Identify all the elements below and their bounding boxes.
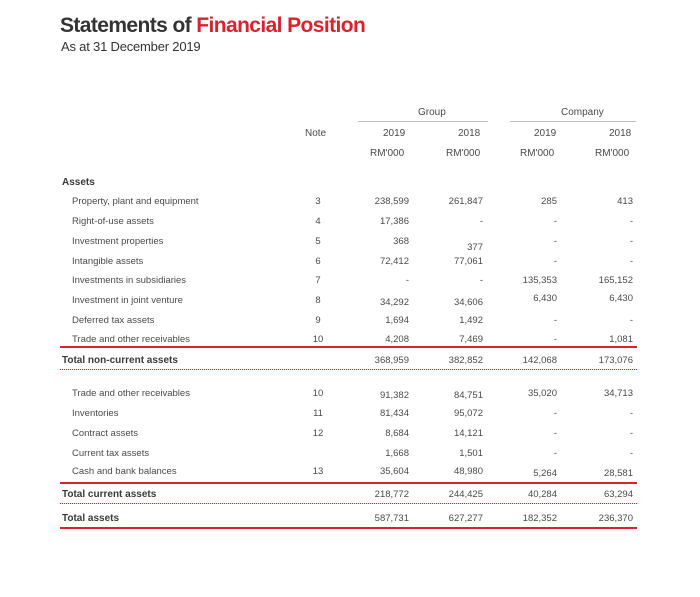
value-company-2018: 28,581: [603, 468, 633, 479]
value-company-2019: 35,020: [527, 388, 557, 399]
value-company-2018: 413: [617, 196, 633, 207]
value-group-2018: 627,277: [448, 513, 483, 524]
value-group-2018: 1,501: [459, 448, 483, 459]
title-part-2: Financial Position: [196, 14, 366, 37]
value-group-2019: 368: [393, 236, 409, 247]
row-label: Total current assets: [62, 489, 157, 500]
value-company-2018: -: [629, 216, 633, 227]
unit-header-group-2019: RM'000: [370, 148, 405, 159]
company-header: Company: [561, 107, 604, 118]
value-group-2019: 1,694: [385, 315, 409, 326]
row-label: Total non-current assets: [62, 355, 178, 366]
value-company-2018: 165,152: [598, 275, 633, 286]
value-group-2018: 7,469: [459, 334, 483, 345]
value-group-2018: 95,072: [453, 408, 483, 419]
value-group-2018: -: [479, 275, 483, 286]
row-note: 3: [315, 196, 321, 207]
value-group-2019: 587,731: [374, 513, 409, 524]
row-note: 10: [312, 334, 324, 345]
value-group-2018: 377: [467, 242, 483, 253]
group-header: Group: [418, 107, 446, 118]
row-label: Trade and other receivables: [72, 388, 190, 399]
value-company-2018: 236,370: [598, 513, 633, 524]
value-group-2018: 1,492: [459, 315, 483, 326]
row-note: 11: [313, 408, 323, 419]
row-note: 5: [315, 236, 321, 247]
value-group-2018: 77,061: [453, 256, 483, 267]
company-header-rule: [510, 121, 636, 122]
value-company-2019: -: [553, 236, 557, 247]
value-company-2018: 63,294: [603, 489, 633, 500]
value-group-2018: 34,606: [453, 297, 483, 308]
value-group-2019: 34,292: [379, 297, 409, 308]
year-header-company-2019: 2019: [534, 128, 557, 139]
value-company-2019: -: [553, 448, 557, 459]
row-label: Total assets: [62, 513, 120, 524]
value-group-2019: 4,208: [385, 334, 409, 345]
group-header-rule: [358, 121, 488, 122]
row-label: Contract assets: [72, 428, 138, 439]
note-header: Note: [305, 128, 327, 139]
row-note: 6: [315, 256, 321, 267]
row-label: Investments in subsidiaries: [72, 275, 187, 286]
divider-bottom-current-total: [60, 503, 637, 504]
row-label: Deferred tax assets: [72, 315, 155, 326]
value-company-2019: -: [553, 428, 557, 439]
value-group-2019: 81,434: [379, 408, 409, 419]
value-company-2019: 142,068: [522, 355, 557, 366]
value-group-2019: 368,959: [374, 355, 409, 366]
value-company-2018: -: [629, 315, 633, 326]
value-group-2018: 84,751: [453, 390, 483, 401]
value-company-2019: -: [553, 216, 557, 227]
value-group-2019: 218,772: [374, 489, 409, 500]
value-company-2018: 6,430: [609, 293, 633, 304]
row-label: Current tax assets: [72, 448, 150, 459]
value-company-2018: 1,081: [609, 334, 633, 345]
value-company-2018: 34,713: [603, 388, 633, 399]
value-company-2019: -: [553, 256, 557, 267]
value-group-2018: 14,121: [453, 428, 483, 439]
row-label: Right-of-use assets: [72, 216, 154, 227]
value-group-2019: 8,684: [385, 428, 409, 439]
value-group-2018: 382,852: [448, 355, 483, 366]
value-group-2019: 1,668: [385, 448, 409, 459]
year-header-group-2018: 2018: [458, 128, 481, 139]
row-note: 7: [315, 275, 321, 286]
value-company-2019: 40,284: [527, 489, 557, 500]
value-company-2018: -: [629, 236, 633, 247]
assets-heading: Assets: [62, 177, 95, 188]
value-company-2019: -: [553, 408, 557, 419]
value-company-2019: 135,353: [522, 275, 557, 286]
year-header-company-2018: 2018: [609, 128, 632, 139]
divider-top-current-total: [60, 482, 637, 484]
value-group-2019: 35,604: [379, 466, 409, 477]
value-company-2019: -: [553, 334, 557, 345]
year-header-group-2019: 2019: [383, 128, 406, 139]
row-label: Inventories: [72, 408, 119, 419]
value-group-2019: -: [405, 275, 409, 286]
value-company-2018: -: [629, 448, 633, 459]
row-label: Intangible assets: [72, 256, 144, 267]
value-group-2018: 261,847: [448, 196, 483, 207]
subtitle: As at 31 December 2019: [61, 39, 201, 54]
row-note: 9: [315, 315, 321, 326]
title-part-1: Statements of: [60, 14, 197, 37]
value-group-2018: -: [479, 216, 483, 227]
row-label: Property, plant and equipment: [72, 196, 199, 207]
row-label: Cash and bank balances: [72, 466, 177, 477]
row-label: Trade and other receivables: [72, 334, 190, 345]
value-company-2019: 182,352: [522, 513, 557, 524]
row-note: 10: [312, 388, 324, 399]
row-label: Investment properties: [72, 236, 164, 247]
row-note: 8: [315, 295, 321, 306]
value-group-2019: 238,599: [374, 196, 409, 207]
row-label: Investment in joint venture: [72, 295, 183, 306]
value-company-2019: 5,264: [533, 468, 557, 479]
row-note: 12: [312, 428, 324, 439]
value-company-2018: 173,076: [598, 355, 633, 366]
value-company-2019: -: [553, 315, 557, 326]
unit-header-company-2018: RM'000: [595, 148, 630, 159]
value-company-2018: -: [629, 408, 633, 419]
page-title: [60, 14, 365, 38]
value-company-2019: 6,430: [533, 293, 557, 304]
divider-top-non-current-total: [60, 346, 637, 348]
value-group-2018: 48,980: [453, 466, 483, 477]
value-company-2018: -: [629, 428, 633, 439]
value-company-2019: 285: [541, 196, 557, 207]
value-group-2019: 91,382: [379, 390, 409, 401]
unit-header-group-2018: RM'000: [446, 148, 481, 159]
unit-header-company-2019: RM'000: [520, 148, 555, 159]
value-group-2019: 17,386: [379, 216, 409, 227]
value-group-2019: 72,412: [379, 256, 409, 267]
row-note: 4: [315, 216, 321, 227]
value-company-2018: -: [629, 256, 633, 267]
divider-total-assets: [60, 527, 637, 529]
value-group-2018: 244,425: [448, 489, 483, 500]
row-note: 13: [312, 466, 324, 477]
divider-bottom-non-current-total: [60, 369, 637, 370]
